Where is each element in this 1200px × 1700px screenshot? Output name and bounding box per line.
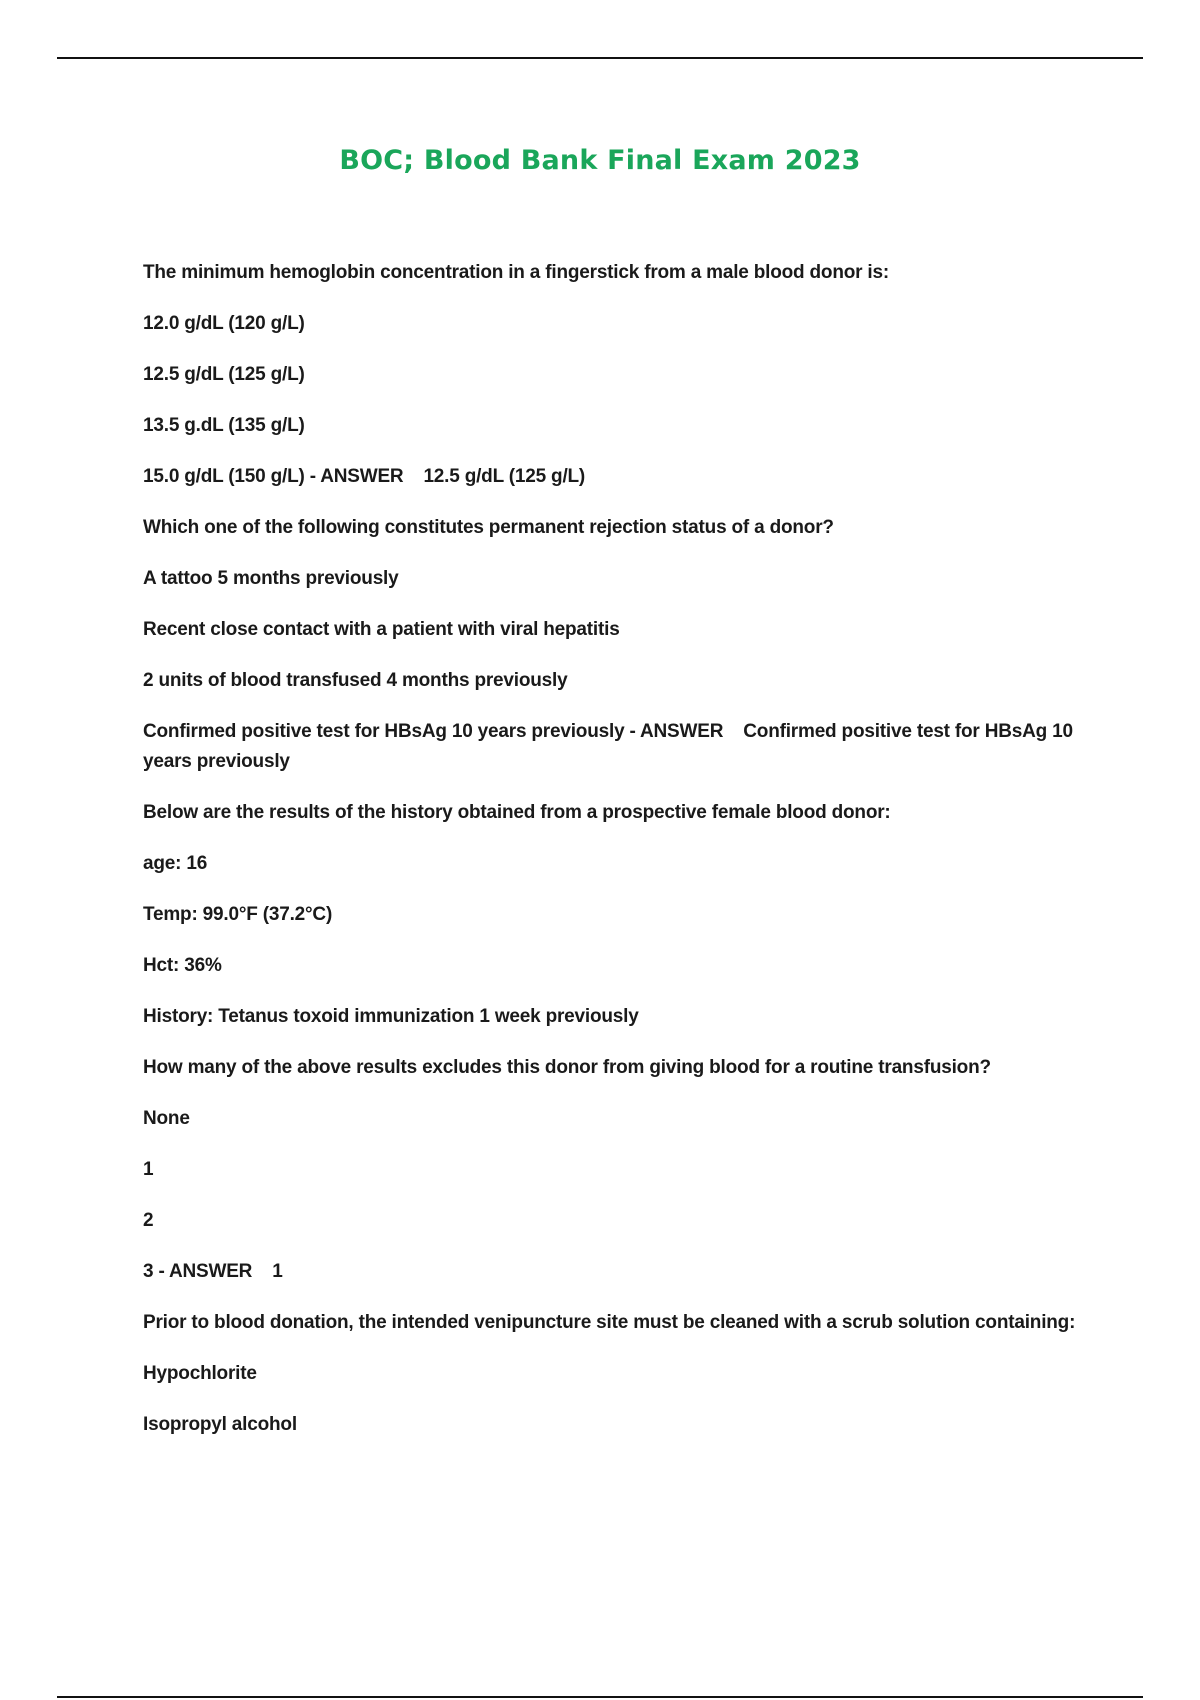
document-title: BOC; Blood Bank Final Exam 2023	[339, 145, 861, 176]
question-3-answer-line	[143, 1257, 1083, 1287]
question-3-detail-temp: Temp: 99.0°F (37.2°C)	[143, 904, 333, 925]
question-3-option-1: None	[143, 1108, 190, 1129]
question-3-detail-age: age: 16	[143, 853, 208, 874]
top-rule	[57, 57, 1143, 59]
question-1-stem: The minimum hemoglobin concentration in a fingerstick from a male blood donor is:	[143, 262, 889, 283]
question-3-detail-hct: Hct: 36%	[143, 955, 222, 976]
question-3-stem: How many of the above results excludes this donor from giving blood for a routine transfusion?	[143, 1057, 991, 1078]
question-3-detail-history: History: Tetanus toxoid immunization 1 week previously	[143, 1006, 639, 1027]
question-3-option-2: 1	[143, 1159, 154, 1180]
question-2-option-1: A tattoo 5 months previously	[143, 568, 399, 589]
question-1-answer-line	[143, 462, 1083, 492]
question-3-answer: 1	[272, 1261, 283, 1282]
question-3-intro: Below are the results of the history obtained from a prospective female blood donor:	[143, 802, 891, 823]
document-body	[143, 258, 1083, 1461]
question-2-answer: Confirmed positive test for HBsAg 10 years previously	[143, 721, 1073, 772]
question-1-option-2: 12.5 g/dL (125 g/L)	[143, 364, 305, 385]
question-2-answer-line	[143, 717, 1083, 777]
question-3-option-3: 2	[143, 1210, 154, 1231]
question-2-stem: Which one of the following constitutes permanent rejection status of a donor?	[143, 517, 834, 538]
question-4-option-2: Isopropyl alcohol	[143, 1414, 297, 1435]
question-1-option-3: 13.5 g.dL (135 g/L)	[143, 415, 305, 436]
question-2-option-2: Recent close contact with a patient with viral hepatitis	[143, 619, 620, 640]
question-4-stem: Prior to blood donation, the intended venipuncture site must be cleaned with a scrub solution containing:	[143, 1312, 1076, 1333]
question-4-option-1: Hypochlorite	[143, 1363, 257, 1384]
bottom-rule	[57, 1696, 1143, 1698]
question-1-option-4: 15.0 g/dL (150 g/L) - ANSWER	[143, 466, 404, 487]
question-3-option-4: 3 - ANSWER	[143, 1261, 253, 1282]
question-2-option-3: 2 units of blood transfused 4 months previously	[143, 670, 568, 691]
question-1-option-1: 12.0 g/dL (120 g/L)	[143, 313, 305, 334]
question-2-option-4: Confirmed positive test for HBsAg 10 years previously - ANSWER	[143, 721, 724, 742]
question-1-answer: 12.5 g/dL (125 g/L)	[423, 466, 586, 487]
